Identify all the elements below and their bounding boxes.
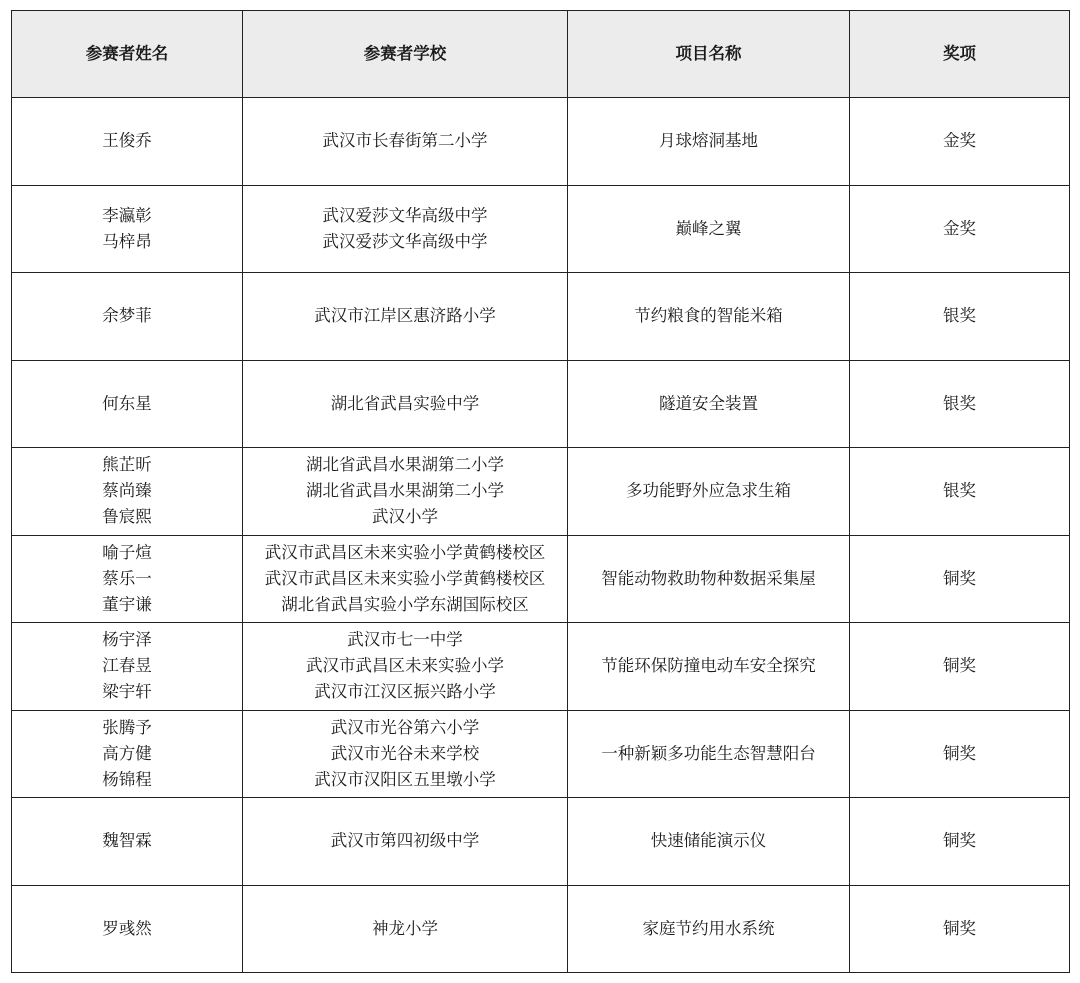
participant-name: 喻子煊 [102,542,152,562]
cell-project: 一种新颖多功能生态智慧阳台 [568,710,850,798]
participant-name: 魏智霖 [102,831,152,851]
cell-schools [243,98,568,186]
cell-project: 快速储能演示仪 [568,798,850,886]
cell-schools [243,448,568,536]
cell-names [12,798,243,886]
cell-project: 多功能野外应急求生箱 [568,448,850,536]
cell-award: 铜奖 [850,710,1070,798]
participant-school: 武汉市汉阳区五里墩小学 [314,769,496,789]
table-row [12,885,1070,973]
table-row [12,798,1070,886]
table-row [12,185,1070,273]
participant-school: 武汉市江岸区惠济路小学 [314,306,496,326]
participant-name: 何东星 [102,393,152,413]
awards-table [11,10,1070,973]
header-project: 项目名称 [568,11,850,98]
participant-school: 武汉市江汉区振兴路小学 [314,682,496,702]
cell-project: 月球熔洞基地 [568,98,850,186]
table-row [12,448,1070,536]
cell-names [12,98,243,186]
participant-name: 梁宇轩 [102,682,152,702]
participant-name: 王俊乔 [102,131,152,151]
cell-schools [243,798,568,886]
participant-school: 湖北省武昌实验中学 [330,393,480,413]
participant-name: 蔡乐一 [102,568,152,588]
cell-names [12,623,243,711]
table-row [12,623,1070,711]
cell-schools [243,885,568,973]
participant-name: 李瀛彰 [102,205,152,225]
participant-name: 张腾予 [102,717,152,737]
participant-school: 武汉市长春街第二小学 [322,131,488,151]
cell-names [12,360,243,448]
participant-school: 武汉市光谷未来学校 [330,743,480,763]
table-row [12,273,1070,361]
participant-school: 武汉市第四初级中学 [330,831,480,851]
participant-school: 武汉爱莎文华高级中学 [322,205,488,225]
participant-name: 杨宇泽 [102,630,152,650]
participant-school: 武汉市武昌区未来实验小学 [306,656,504,676]
participant-school: 湖北省武昌水果湖第二小学 [306,455,504,475]
cell-schools [243,185,568,273]
header-award: 奖项 [850,11,1070,98]
cell-names [12,185,243,273]
cell-schools [243,535,568,623]
table-row [12,360,1070,448]
participant-name: 余梦菲 [102,306,152,326]
cell-schools [243,710,568,798]
cell-project: 家庭节约用水系统 [568,885,850,973]
participant-school: 武汉市七一中学 [347,630,463,650]
table-row [12,98,1070,186]
participant-name: 熊芷昕 [102,455,152,475]
participant-school: 武汉爱莎文华高级中学 [322,231,488,251]
header-row [12,11,1070,98]
cell-project: 巅峰之翼 [568,185,850,273]
participant-school: 湖北省武昌实验小学东湖国际校区 [281,594,529,614]
participant-school: 武汉市武昌区未来实验小学黄鹤楼校区 [264,542,546,562]
participant-name: 蔡尚臻 [102,481,152,501]
cell-schools [243,273,568,361]
cell-award: 铜奖 [850,885,1070,973]
participant-name: 江春昱 [102,656,152,676]
cell-award: 金奖 [850,185,1070,273]
cell-award: 银奖 [850,360,1070,448]
cell-names [12,448,243,536]
cell-names [12,273,243,361]
participant-name: 马梓昂 [102,231,152,251]
cell-award: 金奖 [850,98,1070,186]
cell-award: 银奖 [850,448,1070,536]
table-row [12,535,1070,623]
cell-project: 节约粮食的智能米箱 [568,273,850,361]
participant-school: 湖北省武昌水果湖第二小学 [306,481,504,501]
cell-project: 智能动物救助物种数据采集屋 [568,535,850,623]
header-name: 参赛者姓名 [12,11,243,98]
cell-schools [243,360,568,448]
cell-project: 节能环保防撞电动车安全探究 [568,623,850,711]
participant-school: 武汉市光谷第六小学 [330,717,480,737]
cell-award: 铜奖 [850,798,1070,886]
cell-names [12,535,243,623]
participant-school: 武汉市武昌区未来实验小学黄鹤楼校区 [264,568,546,588]
cell-award: 银奖 [850,273,1070,361]
cell-award: 铜奖 [850,623,1070,711]
cell-schools [243,623,568,711]
header-school: 参赛者学校 [243,11,568,98]
participant-name: 董宇谦 [102,594,152,614]
participant-school: 武汉小学 [372,507,438,527]
cell-award: 铜奖 [850,535,1070,623]
participant-name: 杨锦程 [102,769,152,789]
participant-name: 罗彧然 [102,918,152,938]
cell-names [12,885,243,973]
table-body [12,98,1070,973]
table-row [12,710,1070,798]
participant-school: 神龙小学 [372,918,438,938]
cell-project: 隧道安全装置 [568,360,850,448]
participant-name: 鲁宸熙 [102,507,152,527]
participant-name: 高方健 [102,743,152,763]
cell-names [12,710,243,798]
